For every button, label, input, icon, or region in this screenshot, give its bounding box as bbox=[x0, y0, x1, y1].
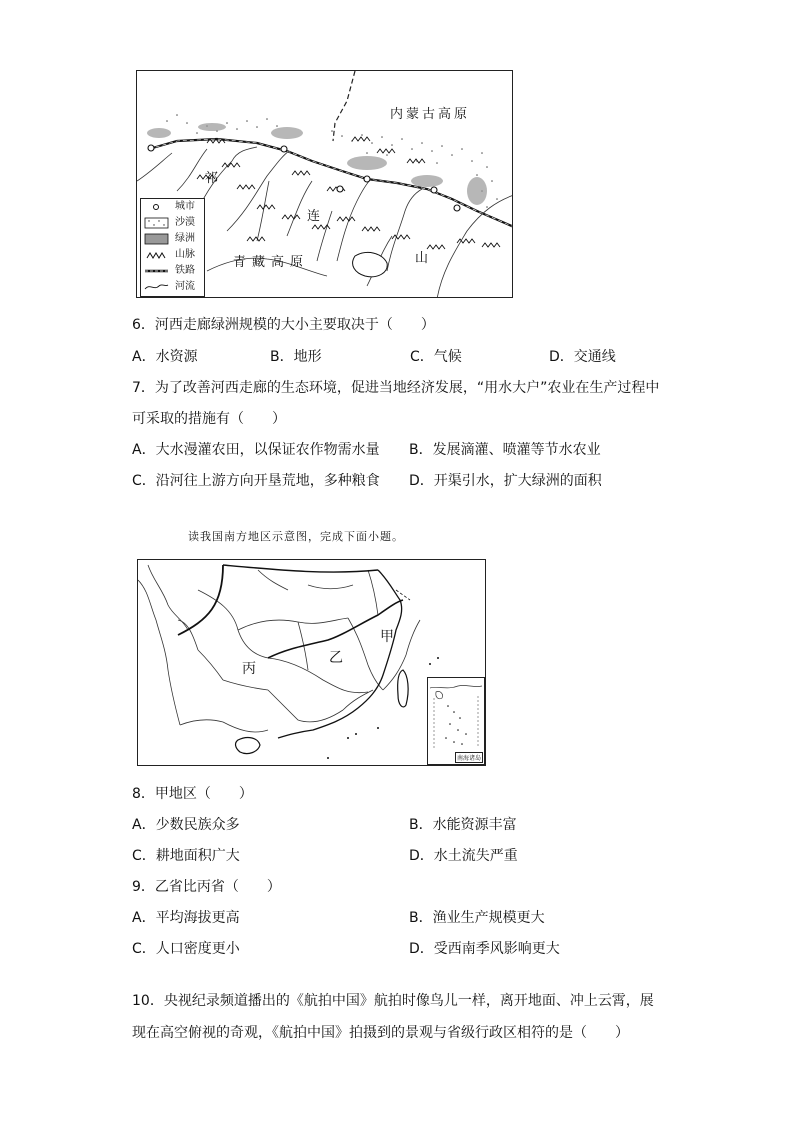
q7-option-b[interactable]: B．发展滴灌、喷灌等节水农业 bbox=[409, 442, 601, 458]
qinghai-tibet-plateau-label: 青藏高原 bbox=[233, 255, 310, 270]
label-yi-province: 乙 bbox=[329, 650, 343, 666]
q8-option-d[interactable]: D．水土流失严重 bbox=[409, 848, 518, 864]
mountain-icon bbox=[144, 249, 169, 261]
q6-option-c[interactable]: C．气候 bbox=[410, 349, 462, 365]
question-7-stem-line1: 7．为了改善河西走廊的生态环境，促进当地经济发展，“用水大户”农业在生产过程中 bbox=[132, 380, 660, 396]
legend-mountain: 山脉 bbox=[141, 248, 204, 262]
q7-option-c[interactable]: C．沿河往上游方向开垦荒地，多种粮食 bbox=[132, 473, 380, 489]
inner-mongolia-plateau-label: 内蒙古高原 bbox=[390, 107, 471, 122]
south-china-map bbox=[137, 559, 486, 766]
q7-option-d[interactable]: D．开渠引水，扩大绿洲的面积 bbox=[409, 473, 602, 489]
q8-option-b[interactable]: B．水能资源丰富 bbox=[409, 817, 517, 833]
q8-option-a[interactable]: A．少数民族众多 bbox=[132, 817, 240, 833]
qilian-char-2: 连 bbox=[307, 209, 321, 224]
label-bing-province: 丙 bbox=[242, 661, 256, 677]
question-8-stem: 8．甲地区（ ） bbox=[132, 786, 253, 802]
question-10-stem-line1: 10．央视纪录频道播出的《航拍中国》航拍时像鸟儿一样，离开地面、冲上云霄，展 bbox=[132, 993, 654, 1009]
map-legend bbox=[140, 198, 205, 297]
q7-option-a[interactable]: A．大水漫灌农田，以保证农作物需水量 bbox=[132, 442, 380, 458]
city-dot-icon bbox=[144, 201, 169, 213]
railway-icon bbox=[144, 265, 169, 277]
question-10-stem-line2: 现在高空俯视的奇观，《航拍中国》拍摄到的景观与省级行政区相符的是（ ） bbox=[132, 1025, 629, 1041]
river-icon bbox=[144, 281, 169, 293]
legend-desert: 沙漠 bbox=[141, 216, 204, 230]
q9-option-c[interactable]: C．人口密度更小 bbox=[132, 941, 240, 957]
legend-oasis: 绿洲 bbox=[141, 232, 204, 246]
label-jia-region: 甲 bbox=[380, 629, 394, 645]
q6-option-d[interactable]: D．交通线 bbox=[549, 349, 616, 365]
qilian-char-1: 祁 bbox=[205, 171, 219, 186]
legend-river: 河流 bbox=[141, 280, 204, 294]
oasis-shade-icon bbox=[144, 233, 169, 245]
question-7-stem-line2: 可采取的措施有（ ） bbox=[132, 411, 286, 427]
question-9-stem: 9．乙省比丙省（ ） bbox=[132, 879, 281, 895]
q8-option-c[interactable]: C．耕地面积广大 bbox=[132, 848, 240, 864]
q9-option-a[interactable]: A．平均海拔更高 bbox=[132, 910, 240, 926]
question-6-stem: 6．河西走廊绿洲规模的大小主要取决于（ ） bbox=[132, 317, 435, 333]
qilian-char-3: 山 bbox=[415, 251, 429, 266]
q6-option-a[interactable]: A．水资源 bbox=[132, 349, 198, 365]
legend-railway: 铁路 bbox=[141, 264, 204, 278]
q9-option-d[interactable]: D．受西南季风影响更大 bbox=[409, 941, 560, 957]
section-intro: 读我国南方地区示意图，完成下面小题。 bbox=[188, 530, 404, 543]
q9-option-b[interactable]: B．渔业生产规模更大 bbox=[409, 910, 545, 926]
q6-option-b[interactable]: B．地形 bbox=[270, 349, 322, 365]
south-china-sea-islands-label: 南海诸岛 bbox=[455, 752, 483, 763]
south-china-sea-inset bbox=[427, 677, 485, 765]
legend-city: 城市 bbox=[141, 200, 204, 214]
desert-dots-icon bbox=[144, 217, 169, 229]
hexi-corridor-map bbox=[136, 70, 513, 298]
